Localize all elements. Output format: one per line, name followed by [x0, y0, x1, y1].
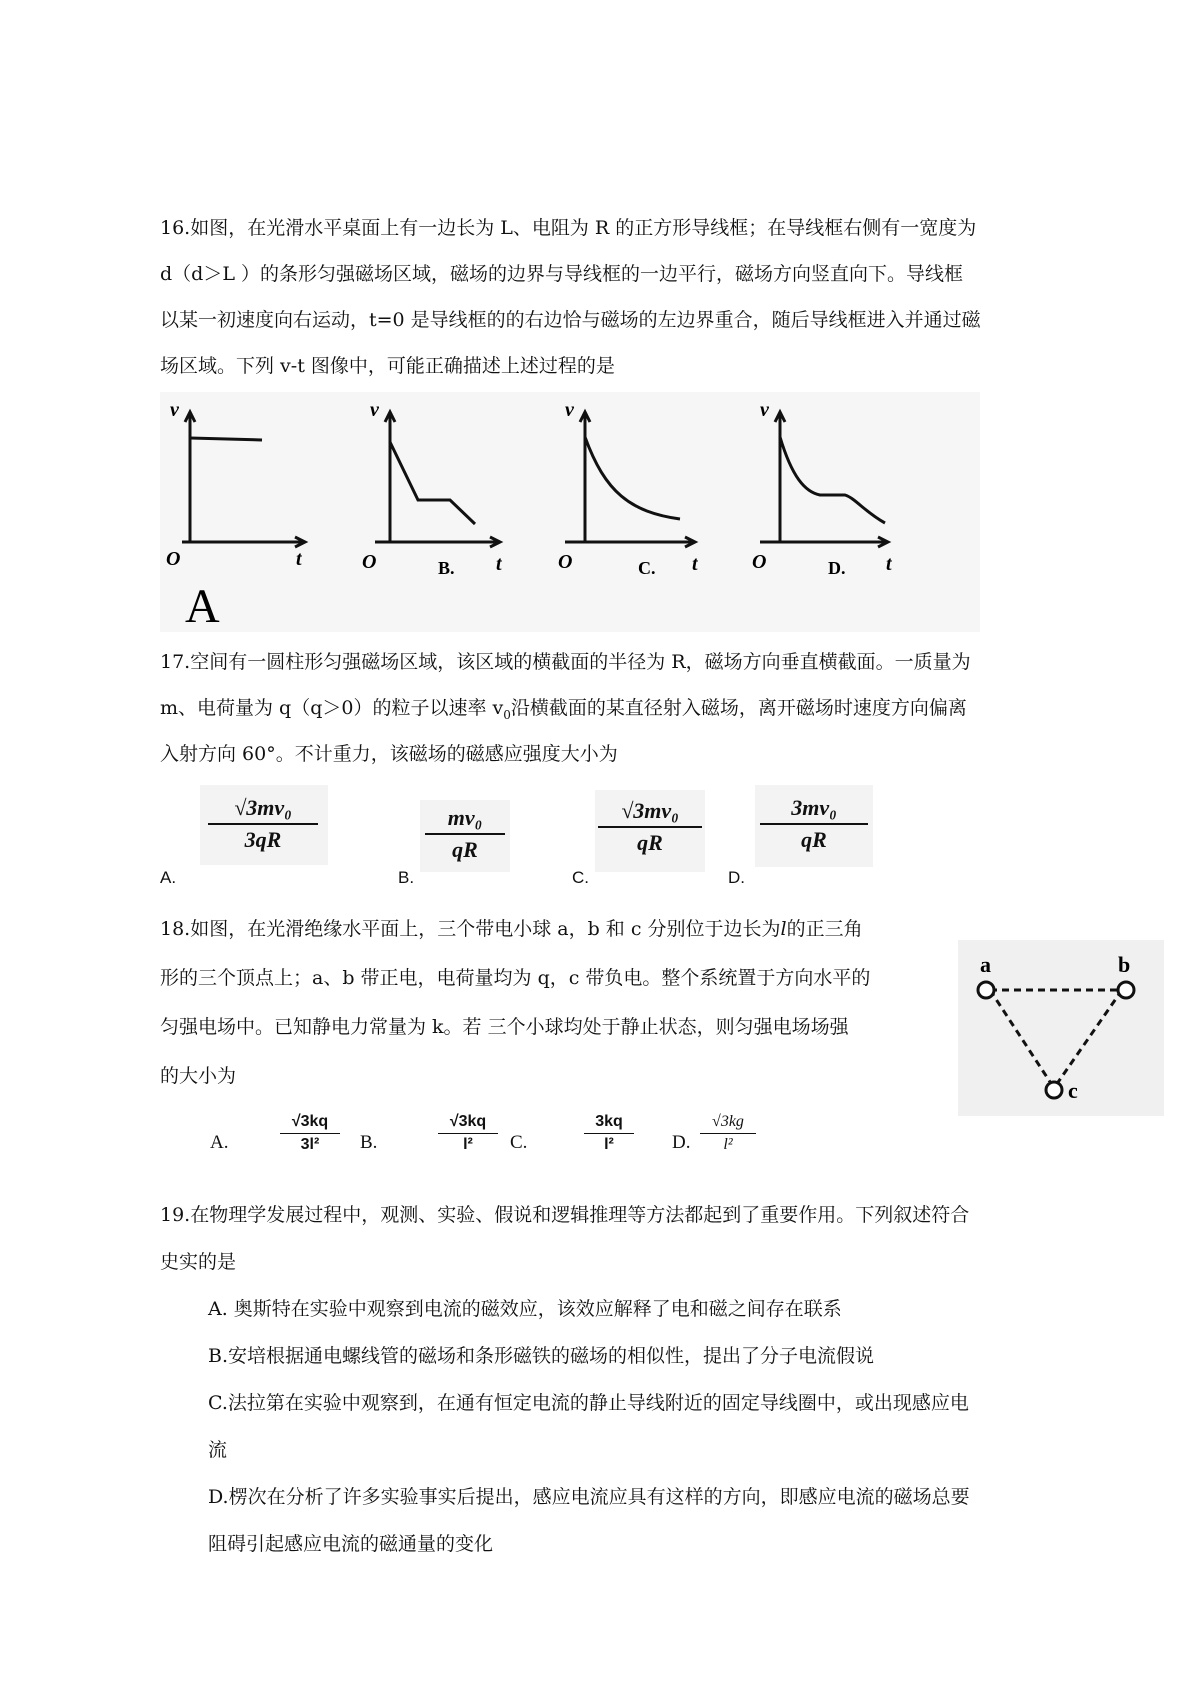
q18-c-den: l² — [604, 1136, 614, 1153]
q19-option-b: B.安培根据通电螺线管的磁场和条形磁铁的磁场的相似性，提出了分子电流假说 — [208, 1345, 875, 1367]
q17-v-sub: 0 — [503, 707, 511, 722]
q18-d-den: l² — [723, 1136, 733, 1153]
q17-a-num: √3mv₀ — [234, 795, 292, 820]
q16-line-2: d（d＞L ）的条形匀强磁场区域，磁场的边界与导线框的一边平行，磁场方向竖直向下。导线框 — [160, 263, 963, 285]
q17-line-2a: m、电荷量为 q（q＞0）的粒子以速率 v — [160, 697, 504, 719]
q18-d-num: √3kg — [712, 1113, 744, 1130]
q17-option-a-label: A. — [160, 868, 177, 887]
q19-option-d-line-1: D.楞次在分析了许多实验事实后提出，感应电流应具有这样的方向，即感应电流的磁场总要 — [208, 1486, 970, 1508]
graph-d-label: D. — [828, 558, 846, 578]
q18-option-a-fraction — [280, 1112, 340, 1155]
q17-a-den: 3qR — [244, 827, 282, 852]
graph-c-v: v — [565, 399, 574, 421]
q17-option-d-fraction — [760, 795, 868, 853]
q17-option-b-fraction — [425, 805, 505, 863]
q17-c-den: qR — [637, 830, 663, 855]
q18-line-3: 匀强电场中。已知静电力常量为 k。若 三个小球均处于静止状态，则匀强电场场强 — [160, 1016, 849, 1038]
q17-line-2 — [160, 695, 967, 728]
q18-b-num: √3kq — [449, 1113, 487, 1130]
q18-l-symbol: l — [780, 918, 787, 940]
graph-d-o: O — [752, 551, 767, 573]
q18-b-den: l² — [463, 1136, 473, 1153]
q18-a-den: 3l² — [300, 1136, 320, 1153]
ball-a — [978, 982, 994, 998]
q16-line-1: 16.如图，在光滑水平桌面上有一边长为 L、电阻为 R 的正方形导线框；在导线框右侧有一宽度为 — [160, 217, 977, 239]
q17-d-den: qR — [801, 827, 827, 852]
q18-line-1 — [160, 916, 863, 942]
q17-option-d-label: D. — [728, 868, 745, 887]
q16-vt-graphs — [160, 392, 980, 632]
q19-option-a: A. 奥斯特在实验中观察到电流的磁效应，该效应解释了电和磁之间存在联系 — [208, 1298, 842, 1320]
q19-line-2: 史实的是 — [160, 1251, 237, 1273]
q17-option-c-label: C. — [572, 868, 589, 887]
graph-c-label: C. — [638, 558, 656, 578]
graph-d-v: v — [760, 399, 769, 421]
q16-line-4: 场区域。下列 v-t 图像中，可能正确描述上述过程的是 — [160, 355, 615, 377]
label-c: c — [1068, 1078, 1078, 1103]
q18-option-c-fraction — [584, 1112, 634, 1155]
q18-option-d-fraction — [700, 1112, 756, 1155]
q18-line-2: 形的三个顶点上；a、b 带正电，电荷量均为 q，c 带负电。整个系统置于方向水平的 — [160, 967, 871, 989]
q18-option-d-label: D. — [672, 1132, 691, 1153]
label-a: a — [980, 952, 991, 977]
graph-b-o: O — [362, 551, 377, 573]
graph-b-label: B. — [438, 558, 455, 578]
q18-option-b-label: B. — [360, 1132, 378, 1153]
q17-option-b-label: B. — [398, 868, 415, 887]
q18-line-1b: 的正三角 — [786, 918, 863, 940]
q17-b-den: qR — [452, 837, 478, 862]
q19-option-c-line-2: 流 — [208, 1439, 228, 1461]
q17-option-c-fraction — [598, 798, 702, 856]
graph-a-o: O — [166, 548, 181, 570]
graph-a-t: t — [296, 548, 302, 570]
q17-option-a-fraction — [208, 795, 318, 853]
graph-b-t: t — [496, 553, 502, 575]
q18-a-num: √3kq — [291, 1113, 329, 1130]
q18-option-a-label: A. — [210, 1132, 229, 1153]
q16-line-3: 以某一初速度向右运动，t=0 是导线框的的右边恰与磁场的左边界重合，随后导线框进入并通过磁 — [160, 309, 981, 331]
q18-c-num: 3kq — [595, 1113, 623, 1130]
q19-option-c-line-1: C.法拉第在实验中观察到，在通有恒定电流的静止导线附近的固定导线圈中，或出现感应电 — [208, 1392, 969, 1414]
q19-option-d-line-2: 阻碍引起感应电流的磁通量的变化 — [208, 1533, 494, 1555]
q17-line-1: 17.空间有一圆柱形匀强磁场区域，该区域的横截面的半径为 R，磁场方向垂直横截面。一质量为 — [160, 651, 971, 673]
graph-a-v: v — [170, 399, 179, 421]
q18-option-c-label: C. — [510, 1132, 528, 1153]
q17-line-3: 入射方向 60°。不计重力，该磁场的磁感应强度大小为 — [160, 743, 618, 765]
ball-c — [1046, 1082, 1062, 1098]
q18-line-4: 的大小为 — [160, 1065, 237, 1087]
q18-option-b-fraction — [438, 1112, 498, 1155]
graph-c-o: O — [558, 551, 573, 573]
graph-b-v: v — [370, 399, 379, 421]
q19-line-1: 19.在物理学发展过程中，观测、实验、假说和逻辑推理等方法都起到了重要作用。下列叙述符合 — [160, 1204, 970, 1226]
q17-c-num: √3mv₀ — [621, 798, 679, 823]
q17-d-num: 3mv₀ — [791, 795, 837, 820]
ball-b — [1118, 982, 1134, 998]
q18-triangle-figure — [958, 940, 1164, 1116]
graph-c-t: t — [692, 553, 698, 575]
graph-a-label: A — [185, 580, 220, 632]
q18-line-1a: 18.如图，在光滑绝缘水平面上，三个带电小球 a，b 和 c 分别位于边长为 — [160, 918, 781, 940]
q17-line-2b: 沿横截面的某直径射入磁场，离开磁场时速度方向偏离 — [510, 697, 967, 719]
label-b: b — [1118, 952, 1131, 977]
graph-d-t: t — [886, 553, 892, 575]
q17-b-num: mv₀ — [447, 805, 483, 830]
